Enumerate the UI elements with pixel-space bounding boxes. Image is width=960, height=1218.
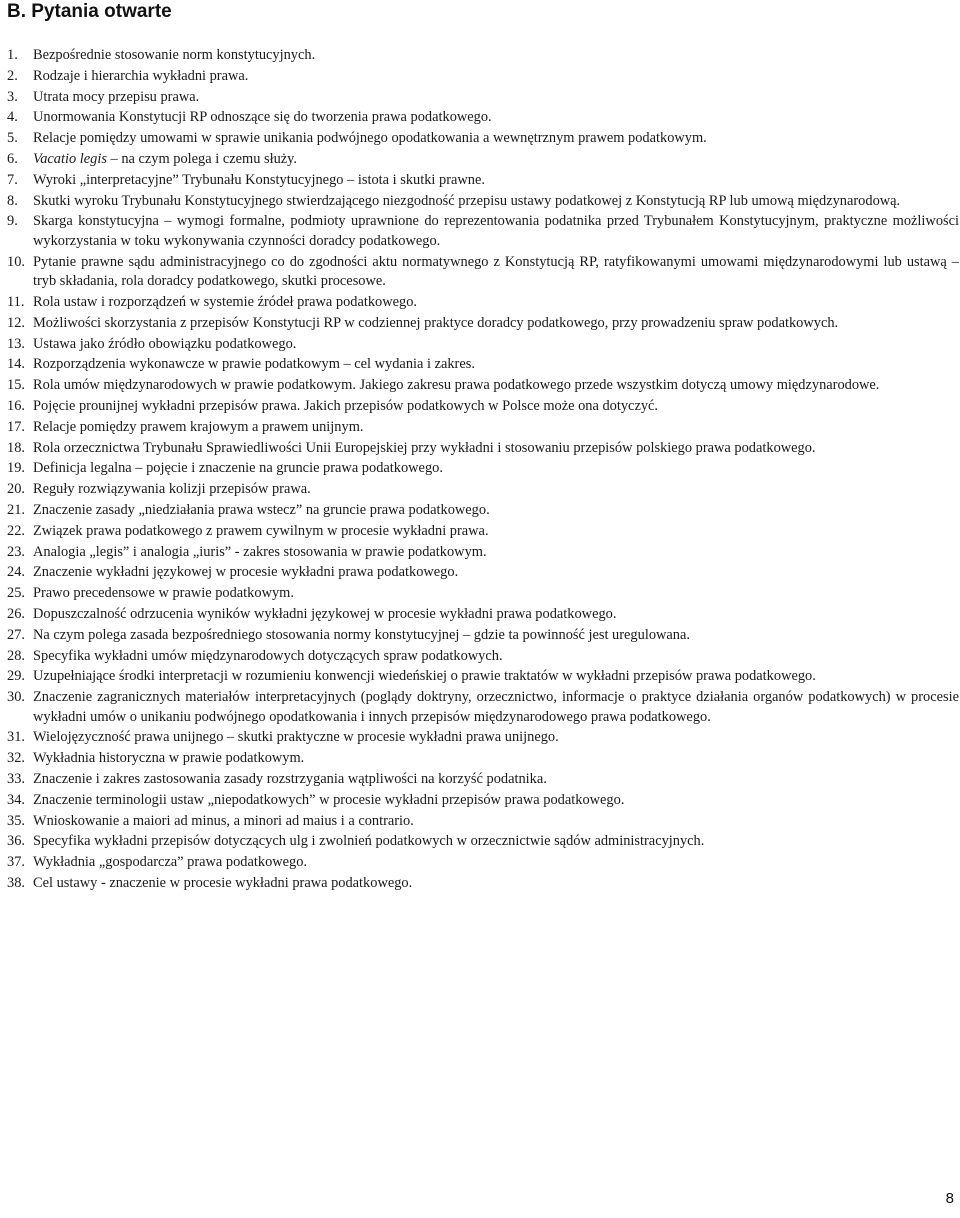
question-text-wrap — [33, 89, 199, 105]
question-item — [7, 791, 959, 811]
question-text: Rodzaje i hierarchia wykładni prawa. — [33, 67, 249, 84]
question-item — [7, 626, 959, 646]
question-text-wrap — [33, 729, 559, 745]
question-item — [7, 770, 959, 790]
question-item — [7, 335, 959, 355]
question-item — [7, 501, 959, 521]
question-item — [7, 150, 959, 170]
question-text: Dopuszczalność odrzucenia wyników wykładni językowej w procesie wykładni prawa podatkowego. — [33, 605, 617, 622]
question-text-wrap — [33, 689, 959, 725]
question-text-wrap — [33, 668, 816, 684]
question-text: Analogia „legis” i analogia „iuris” - zakres stosowania w prawie podatkowym. — [33, 543, 487, 560]
question-number: 26. — [7, 605, 25, 622]
question-text: Wielojęzyczność prawa unijnego – skutki praktyczne w procesie wykładni prawa unijnego. — [33, 729, 559, 746]
question-item — [7, 376, 959, 396]
question-item — [7, 728, 959, 748]
question-item — [7, 543, 959, 563]
question-item — [7, 192, 959, 212]
question-number: 37. — [7, 854, 25, 871]
question-number: 19. — [7, 460, 25, 477]
question-number: 33. — [7, 771, 25, 787]
question-number: 32. — [7, 750, 25, 767]
question-text: Rola ustaw i rozporządzeń w systemie źródeł prawa podatkowego. — [33, 293, 418, 310]
question-item — [7, 46, 959, 66]
question-text: Bezpośrednie stosowanie norm konstytucyjnych. — [33, 47, 316, 63]
question-item — [7, 874, 959, 894]
question-text: Specyfika wykładni przepisów dotyczących ulg i zwolnień podatkowych w orzecznictwie sądów administracyjnych. — [33, 833, 705, 850]
question-number: 24. — [7, 564, 25, 581]
question-number: 10. — [7, 253, 25, 270]
question-item — [7, 749, 959, 769]
question-text-wrap — [33, 440, 816, 456]
question-text-wrap — [33, 172, 485, 188]
question-text-wrap — [33, 130, 707, 146]
questions-list — [7, 46, 959, 895]
question-text: – na czym polega i czemu służy. — [106, 150, 298, 167]
question-text: Rola orzecznictwa Trybunału Sprawiedliwości Unii Europejskiej przy wykładni i stosowaniu przepisów polskiego prawa podatkowego. — [33, 439, 816, 456]
question-text: Wnioskowanie a maiori ad minus, a minori ad maius i a contrario. — [33, 812, 414, 829]
question-text-wrap — [33, 213, 959, 249]
question-item — [7, 667, 959, 687]
question-item — [7, 439, 959, 459]
question-item — [7, 88, 959, 108]
question-item — [7, 459, 959, 479]
question-item — [7, 480, 959, 500]
question-text-wrap — [33, 792, 624, 808]
question-text: Definicja legalna – pojęcie i znaczenie na gruncie prawa podatkowego. — [33, 460, 443, 477]
question-italic-term: Vacatio legis — [33, 150, 107, 167]
question-number: 6. — [7, 150, 18, 167]
question-number: 38. — [7, 874, 25, 891]
question-number: 13. — [7, 335, 25, 352]
question-text-wrap — [33, 875, 412, 891]
question-text: Rozporządzenia wykonawcze w prawie podatkowym – cel wydania i zakres. — [33, 356, 475, 373]
question-text-wrap — [33, 648, 503, 664]
question-text: Znaczenie i zakres zastosowania zasady rozstrzygania wątpliwości na korzyść podatnika. — [33, 771, 547, 787]
question-number: 4. — [7, 109, 18, 126]
question-text: Znaczenie zasady „niedziałania prawa wstecz” na gruncie prawa podatkowego. — [33, 501, 490, 518]
question-item — [7, 812, 959, 832]
question-number: 14. — [7, 356, 25, 373]
question-number: 17. — [7, 418, 25, 435]
question-number: 31. — [7, 729, 25, 746]
question-text-wrap — [33, 523, 489, 539]
question-text: Wykładnia historyczna w prawie podatkowym. — [33, 750, 305, 767]
question-item — [7, 418, 959, 438]
question-text: Rola umów międzynarodowych w prawie podatkowym. Jakiego zakresu prawa podatkowego przede wszystkim dotyczą umowy międzynarodowe. — [33, 377, 880, 394]
question-text-wrap — [33, 193, 900, 209]
question-number: 16. — [7, 397, 25, 414]
question-item — [7, 688, 959, 727]
question-text-wrap — [33, 771, 547, 787]
question-text-wrap — [33, 564, 458, 580]
question-text: Wyroki „interpretacyjne” Trybunału Konstytucyjnego – istota i skutki prawne. — [33, 171, 485, 188]
question-item — [7, 563, 959, 583]
question-text: Utrata mocy przepisu prawa. — [33, 88, 200, 105]
question-number: 36. — [7, 833, 25, 850]
question-text-wrap — [33, 481, 311, 497]
question-text-wrap — [33, 294, 417, 310]
question-number: 15. — [7, 377, 25, 394]
question-item — [7, 584, 959, 604]
question-text: Cel ustawy - znaczenie w procesie wykładni prawa podatkowego. — [33, 874, 413, 891]
question-text-wrap — [33, 47, 315, 63]
question-text: Możliwości skorzystania z przepisów Konstytucji RP w codziennej praktyce doradcy podatkowego, przy prowadzeniu spraw podatkowych. — [33, 314, 839, 331]
question-number: 20. — [7, 481, 25, 498]
question-number: 30. — [7, 689, 25, 706]
question-number: 21. — [7, 501, 25, 518]
question-text: Znaczenie wykładni językowej w procesie wykładni prawa podatkowego. — [33, 564, 459, 581]
question-text-wrap — [33, 544, 487, 560]
question-text: Znaczenie terminologii ustaw „niepodatkowych” w procesie wykładni przepisów prawa podatkowego. — [33, 791, 625, 808]
question-text: Skutki wyroku Trybunału Konstytucyjnego stwierdzającego niezgodność przepisu ustawy podatkowej z Konstytucją RP lub umową międzynarodową. — [33, 192, 901, 209]
question-text-wrap — [33, 854, 307, 870]
question-item — [7, 522, 959, 542]
question-number: 11. — [7, 293, 25, 310]
question-item — [7, 853, 959, 873]
question-text-wrap — [33, 419, 363, 435]
question-number: 25. — [7, 585, 25, 602]
question-item — [7, 293, 959, 313]
question-number: 3. — [7, 88, 18, 105]
question-text-wrap — [33, 833, 704, 849]
question-number: 7. — [7, 171, 18, 188]
question-text: Ustawa jako źródło obowiązku podatkowego. — [33, 335, 297, 352]
question-text: Związek prawa podatkowego z prawem cywilnym w procesie wykładni prawa. — [33, 522, 489, 539]
question-text: Prawo precedensowe w prawie podatkowym. — [33, 585, 294, 602]
question-number: 9. — [7, 213, 18, 230]
question-text-wrap — [33, 606, 616, 622]
question-text: Skarga konstytucyjna – wymogi formalne, podmioty uprawnione do reprezentowania podatnika przed Trybunałem Konstytucyjnym, praktyczne możliwości wykorzystania w toku wykonywania czynności doradcy podatkowego. — [33, 213, 959, 249]
question-text-wrap — [33, 151, 297, 167]
question-text-wrap — [33, 750, 304, 766]
question-text-wrap — [33, 502, 490, 518]
question-number: 18. — [7, 439, 25, 456]
section-heading: B. Pytania otwarte — [7, 1, 172, 22]
question-text: Relacje pomiędzy umowami w sprawie unikania podwójnego opodatkowania a wewnętrznym prawem podatkowym. — [33, 130, 707, 147]
question-text-wrap — [33, 356, 475, 372]
question-text-wrap — [33, 68, 248, 84]
question-text-wrap — [33, 254, 959, 290]
question-item — [7, 832, 959, 852]
question-text: Pojęcie prounijnej wykładni przepisów prawa. Jakich przepisów podatkowych w Polsce może ona dotyczyć. — [33, 397, 659, 414]
question-text-wrap — [33, 398, 658, 414]
question-text-wrap — [33, 460, 443, 476]
question-text-wrap — [33, 377, 879, 393]
question-text: Specyfika wykładni umów międzynarodowych dotyczących spraw podatkowych. — [33, 647, 503, 664]
question-item — [7, 67, 959, 87]
question-text-wrap — [33, 585, 294, 601]
question-item — [7, 212, 959, 251]
question-text-wrap — [33, 627, 690, 643]
question-number: 12. — [7, 314, 25, 331]
question-item — [7, 108, 959, 128]
question-number: 27. — [7, 626, 25, 643]
question-text: Unormowania Konstytucji RP odnoszące się do tworzenia prawa podatkowego. — [33, 109, 492, 126]
question-number: 1. — [7, 47, 18, 63]
question-item — [7, 605, 959, 625]
question-item — [7, 253, 959, 292]
question-text: Pytanie prawne sądu administracyjnego co do zgodności aktu normatywnego z Konstytucją RP, ratyfikowanymi umowami międzynarodowymi lub ustawą – tryb składania, rola doradcy podatkowego, skutki procesowe. — [33, 253, 959, 290]
question-item — [7, 397, 959, 417]
question-number: 29. — [7, 668, 25, 685]
question-text-wrap — [33, 336, 296, 352]
question-text: Relacje pomiędzy prawem krajowym a prawem unijnym. — [33, 418, 364, 435]
question-text-wrap — [33, 109, 492, 125]
question-text: Reguły rozwiązywania kolizji przepisów prawa. — [33, 481, 311, 498]
question-number: 5. — [7, 130, 18, 147]
question-item — [7, 647, 959, 667]
question-item — [7, 129, 959, 149]
question-number: 8. — [7, 192, 18, 209]
question-item — [7, 314, 959, 334]
question-item — [7, 171, 959, 191]
question-number: 23. — [7, 543, 25, 560]
question-number: 34. — [7, 791, 25, 808]
question-number: 35. — [7, 812, 25, 829]
question-number: 22. — [7, 522, 25, 539]
question-text: Znaczenie zagranicznych materiałów interpretacyjnych (poglądy doktryny, orzecznictwo, informacje o praktyce działania organów podatkowych) w procesie wykładni umów o unikaniu podwójnego opodatkowania i innych przepisów międzynarodowego prawa podatkowego. — [33, 689, 959, 725]
question-item — [7, 355, 959, 375]
question-text: Na czym polega zasada bezpośredniego stosowania normy konstytucyjnej – gdzie ta powinność jest uregulowana. — [33, 626, 690, 643]
question-number: 28. — [7, 647, 25, 664]
question-number: 2. — [7, 67, 18, 84]
question-text-wrap — [33, 813, 414, 829]
question-text-wrap — [33, 315, 838, 331]
page-number: 8 — [945, 1190, 954, 1207]
question-text: Wykładnia „gospodarcza” prawa podatkowego. — [33, 854, 308, 871]
question-text: Uzupełniające środki interpretacji w rozumieniu konwencji wiedeńskiej o prawie traktatów w wykładni przepisów prawa podatkowego. — [33, 668, 816, 685]
